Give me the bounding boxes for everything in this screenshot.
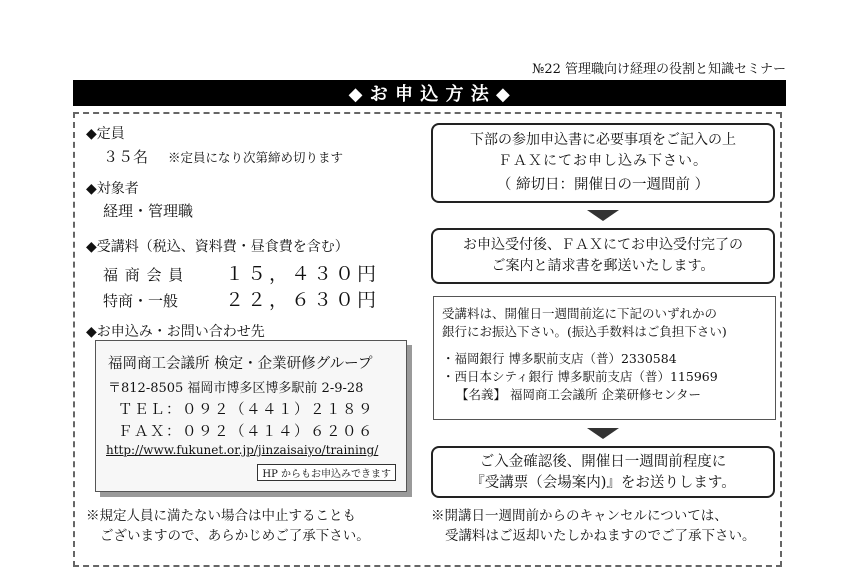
contact-url-link[interactable]: http://www.fukunet.or.jp/jinzaisaiyo/training/ — [106, 443, 379, 457]
step-3-line-1: ご入金確認後、開催日一週間前程度に — [479, 454, 727, 470]
cancellation-note-left — [86, 506, 370, 546]
bank-1: ・福岡銀行 博多駅前支店（普）2330584 — [442, 351, 677, 366]
step-3-line-2: 『受講票（会場案内)』をお送りします。 — [470, 475, 736, 491]
bank-2: ・西日本シティ銀行 博多駅前支店（普）115969 — [442, 369, 718, 384]
fee-general-amount: ２２，６３０円 — [225, 289, 380, 311]
fee-label: ◆受講料（税込、資料費・昼食費を含む） — [86, 239, 349, 255]
fee-member-name: 福 商 会 員 — [103, 266, 185, 284]
flow-arrow-2 — [587, 428, 619, 439]
step-3-box — [431, 446, 775, 498]
fee-general-name: 特商・一般 — [103, 292, 179, 310]
flow-arrow-1 — [587, 210, 619, 221]
target-label: ◆対象者 — [86, 181, 139, 197]
step-2-line-1: お申込受付後、ＦＡＸにてお申込受付完了の — [463, 237, 743, 253]
note-left-line-1: ※規定人員に満たない場合は中止することも — [86, 508, 356, 524]
step-2-box — [431, 228, 775, 284]
seminar-title: №22 管理職向け経理の役割と知識セミナー — [532, 62, 786, 77]
contact-fax: ＦＡＸ：０９２（４１４）６２０６ — [118, 424, 374, 440]
contact-tel: ＴＥＬ：０９２（４４１）２１８９ — [118, 402, 374, 418]
bank-transfer-box — [433, 296, 776, 420]
contact-address: 〒812-8505 福岡市博多区博多駅前 2-9-28 — [108, 381, 364, 396]
hp-note-badge: HP からもお申込みできます — [257, 464, 396, 481]
step-1-box — [431, 123, 775, 203]
contact-box — [95, 340, 407, 492]
step-1-line-1: 下部の参加申込書に必要事項をご記入の上 — [470, 132, 736, 148]
contact-label: ◆お申込み・お問い合わせ先 — [86, 324, 265, 340]
step-2-line-2: ご案内と請求書を郵送いたします。 — [491, 258, 715, 274]
bank-intro-2: 銀行にお振込下さい。(振込手数料はご負担下さい) — [442, 324, 727, 339]
capacity-label: ◆定員 — [86, 126, 125, 142]
cancellation-note-right — [431, 506, 756, 546]
bank-intro-1: 受講料は、開催日一週間前迄に下記のいずれかの — [442, 306, 718, 321]
note-right-line-1: ※開講日一週間前からのキャンセルについては、 — [431, 508, 728, 524]
fee-member-amount: １５，４３０円 — [225, 263, 380, 285]
step-1-line-2: ＦＡＸにてお申し込み下さい。 — [498, 153, 708, 169]
bank-holder: 【名義】 福岡商工会議所 企業研修センター — [456, 387, 701, 402]
capacity-value: ３５名 — [103, 148, 149, 166]
contact-org: 福岡商工会議所 検定・企業研修グループ — [108, 356, 373, 372]
capacity-note: ※定員になり次第締め切ります — [168, 150, 344, 165]
step-1-line-3: （ 締切日：開催日の一週間前 ） — [496, 177, 710, 193]
target-value: 経理・管理職 — [103, 202, 194, 220]
note-left-line-2: ございますので、あらかじめご了承下さい。 — [100, 528, 370, 544]
note-right-line-2: 受講料はご返却いたしかねますのでご了承下さい。 — [445, 528, 756, 544]
application-method-banner: ◆ お 申 込 方 法 ◆ — [73, 80, 786, 106]
